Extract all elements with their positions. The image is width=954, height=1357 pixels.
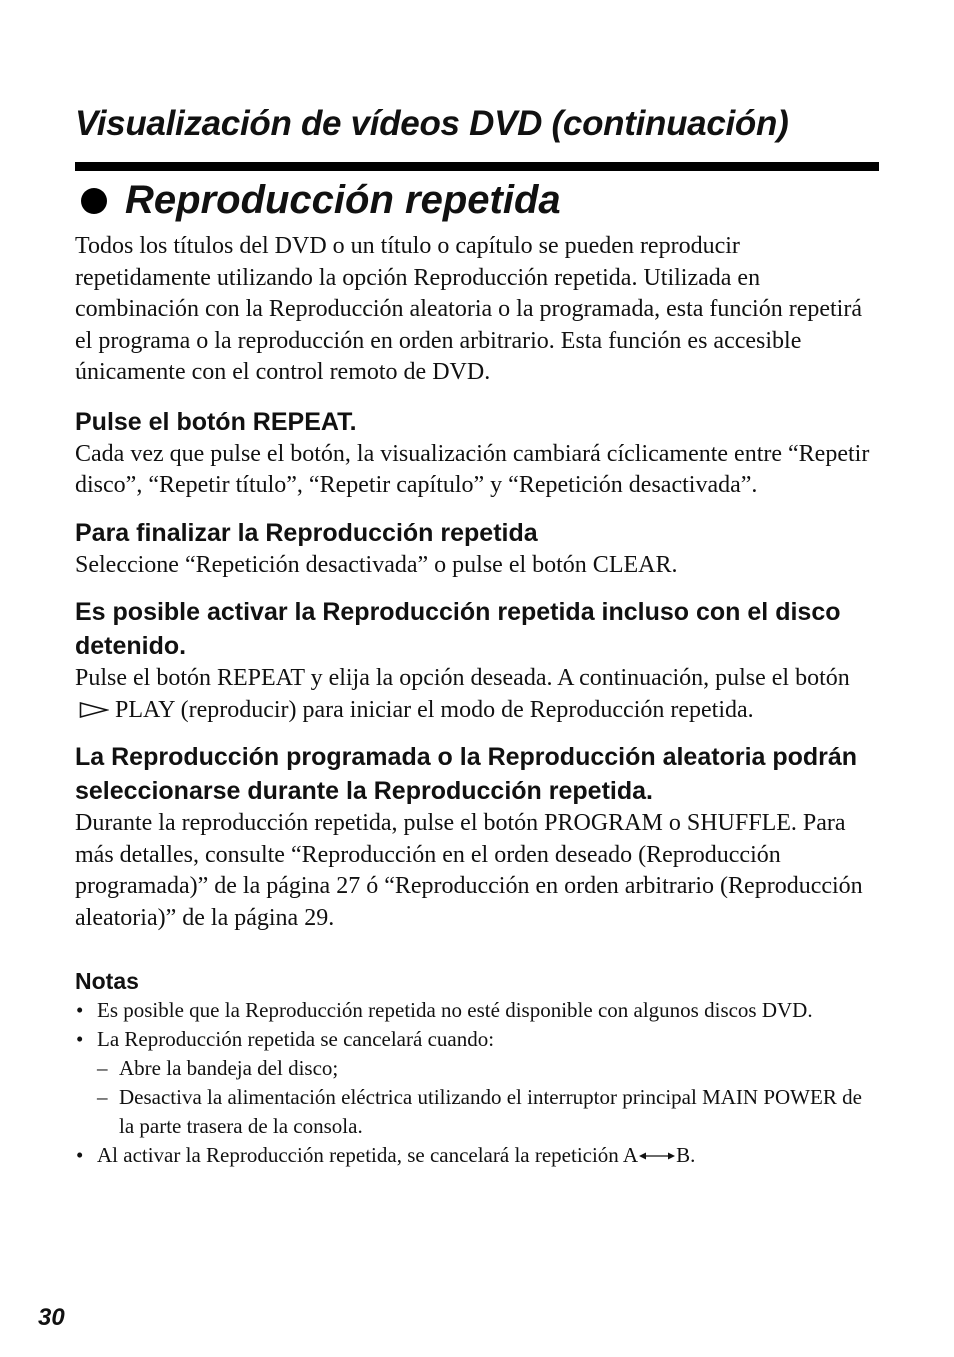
note-last-after: B. [676,1143,696,1167]
block-body-program-shuffle: Durante la reproducción repetida, pulse el botón PROGRAM o SHUFFLE. Para más detalles, consulte “Reproducción en el orden deseado (Reproducción programada)” de la página 27 ó “Reproducción en orden arbitrario (Reproducción aleatoria)” de la página 29. [75,810,863,931]
note-item-text [97,1143,695,1167]
block-heading-program-shuffle: La Reproducción programada o la Reproducción aleatoria podrán seleccionarse durante la Reproducción repetida. [75,743,858,805]
block-body-stopped [75,663,879,726]
section-title-text: Reproducción repetida [125,178,561,222]
block-heading-repeat: Pulse el botón REPEAT. [75,407,357,436]
bullet-dot-icon [81,188,107,214]
content [75,231,879,1170]
note-subitem [97,1054,879,1083]
note-item [75,1025,879,1141]
page-number: 30 [38,1304,65,1331]
section-title [75,178,561,223]
note-item-text: La Reproducción repetida se cancelará cuando: [97,1027,495,1051]
note-subitem-text: Abre la bandeja del disco; [119,1056,339,1080]
note-subitem-text: Desactiva la alimentación eléctrica utilizando el interruptor principal MAIN POWER de la parte trasera de la consola. [119,1085,862,1138]
note-last-before: Al activar la Reproducción repetida, se cancelará la repetición A [97,1143,639,1167]
double-arrow-icon [639,1151,675,1161]
block-heading-finish: Para finalizar la Reproducción repetida [75,518,538,547]
page-header-title: Visualización de vídeos DVD (continuación) [75,104,789,143]
header-rule [75,162,879,171]
play-icon [79,701,109,719]
block-body-finish: Seleccione “Repetición desactivada” o pulse el botón CLEAR. [75,551,678,578]
intro-paragraph: Todos los títulos del DVD o un título o capítulo se pueden reproducir repetidamente utilizando la opción Reproducción repetida. Utilizada en combinación con la Reproducción aleatoria o la programada, esta función repetirá el programa o la reproducción en orden arbitrario. Esta función es accesible únicamente con el control remoto de DVD. [75,233,862,385]
note-item-text: Es posible que la Reproducción repetida no esté disponible con algunos discos DVD. [97,998,813,1022]
block-body-stopped-after: PLAY (reproducir) para iniciar el modo de Reproducción repetida. [115,696,754,723]
note-subitem [97,1083,879,1141]
notes-list [75,996,879,1170]
note-sublist [97,1054,879,1141]
notes-title: Notas [75,968,139,994]
note-item [75,996,879,1025]
note-item [75,1141,879,1170]
block-body-stopped-before: Pulse el botón REPEAT y elija la opción deseada. A continuación, pulse el botón [75,665,850,691]
block-body-repeat: Cada vez que pulse el botón, la visualización cambiará cíclicamente entre “Repetir disco”, “Repetir título”, “Repetir capítulo” y “Repetición desactivada”. [75,440,870,498]
block-heading-stopped: Es posible activar la Reproducción repetida incluso con el disco detenido. [75,598,841,660]
